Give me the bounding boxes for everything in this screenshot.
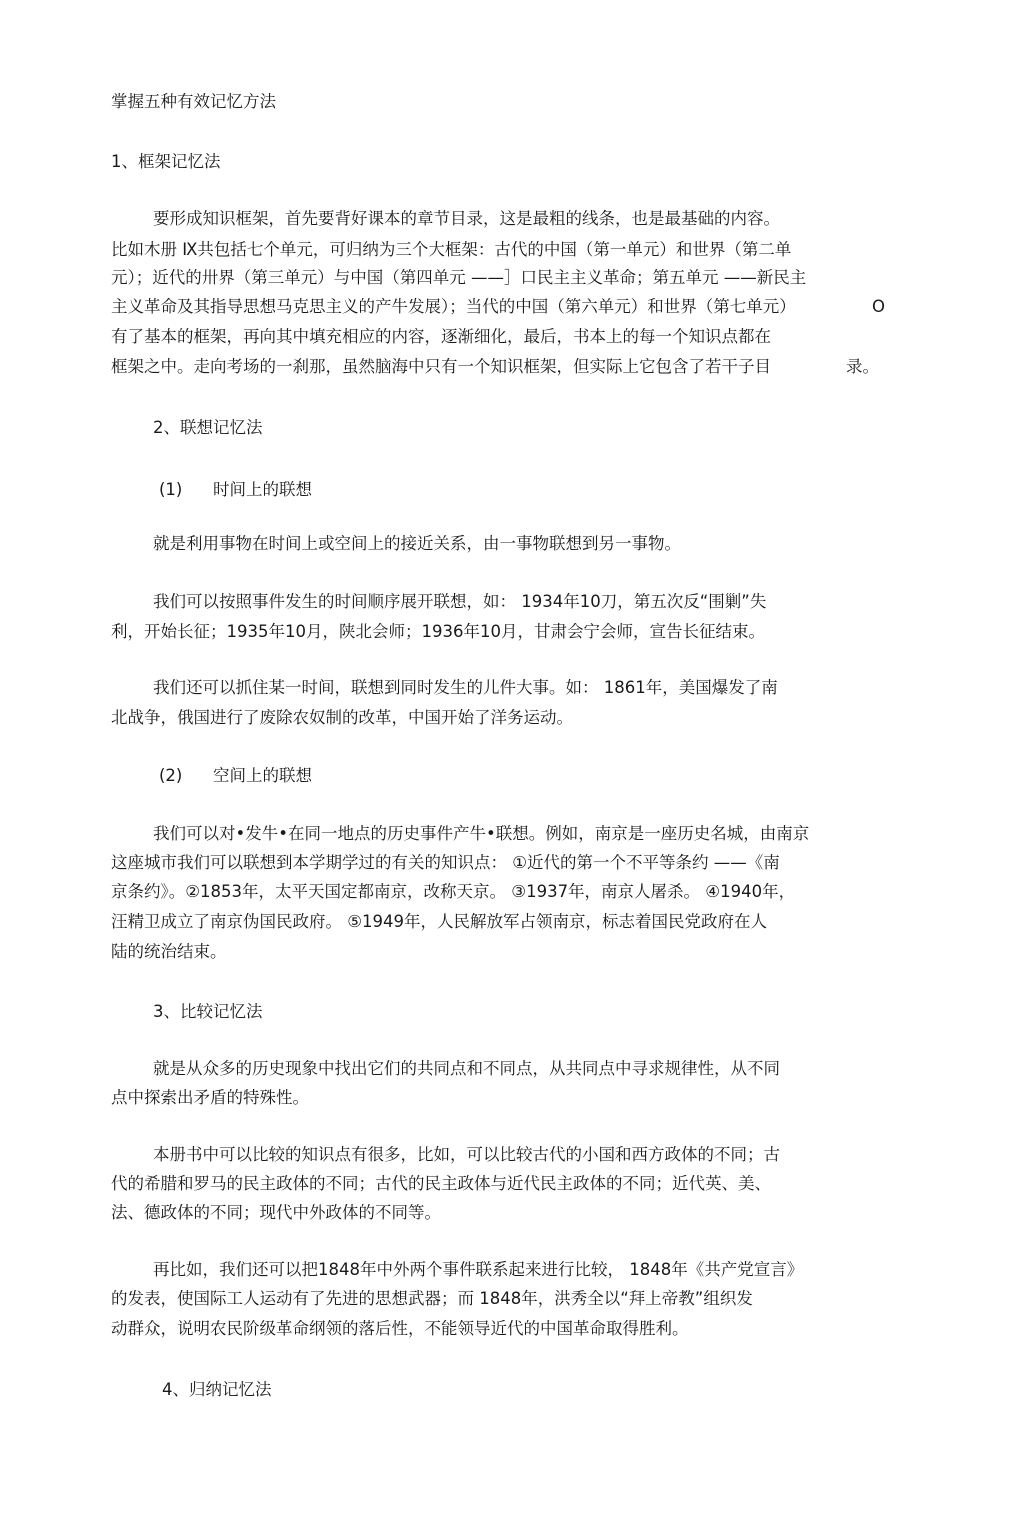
section-1-end-mark: O xyxy=(872,297,885,316)
paragraph-line: 京条约》。②1853年，太平天国定都南京，改称天京。 ③1937年，南京人屠杀。 ④1940年， xyxy=(111,882,796,901)
paragraph-line: 这座城市我们可以联想到本学期学过的有关的知识点： ①近代的第一个不平等条约 ——《南 xyxy=(111,853,780,872)
section-1-line: 元）；近代的卅界（第三单元）与中国（第四单元 ——］口民主主义革命；第五单元 ——新民主 xyxy=(111,268,807,287)
section-3-heading: 3、比较记忆法 xyxy=(153,1002,263,1021)
paragraph-line: 汪精卫成立了南京伪国民政府。 ⑤1949年，人民解放军占领南京，标志着国民党政府在人 xyxy=(111,912,768,931)
paragraph-line: 我们还可以抓住某一时间，联想到同时发生的儿件大事。如： 1861年，美国爆发了南 xyxy=(153,678,778,697)
section-1-line: 比如木册 Ⅸ共包括七个单元，可归纳为三个大框架：古代的中国（第一单元）和世界（第二单 xyxy=(111,240,792,259)
paragraph-line: 就是利用事物在时间上或空间上的接近关系，由一事物联想到另一事物。 xyxy=(153,534,681,553)
section-1-line: 主义革命及其指导思想马克思主义的产牛发展）；当代的中国（第六单元）和世界（第七单元） xyxy=(111,297,796,316)
paragraph-line: 动群众，说明农民阶级革命纲领的落后性，不能领导近代的中国革命取得胜利。 xyxy=(111,1319,689,1338)
section-1-line: 录。 xyxy=(846,357,879,376)
paragraph-line: 就是从众多的历史现象中找出它们的共同点和不同点，从共同点中寻求规律性，从不同 xyxy=(153,1059,780,1078)
section-1-line: 要形成知识框架，首先要背好课本的章节目录，这是最粗的线条，也是最基础的内容。 xyxy=(153,209,780,228)
section-1-heading: 1、框架记忆法 xyxy=(111,152,221,171)
subsection-2-number: (2) xyxy=(159,766,183,785)
paragraph-line: 我们可以对•发牛•在同一地点的历史事件产牛•联想。例如，南京是一座历史名城，由南京 xyxy=(153,824,810,843)
subsection-1-number: (1) xyxy=(159,480,183,499)
paragraph-line: 点中探索出矛盾的特殊性。 xyxy=(111,1088,309,1107)
paragraph-line: 再比如，我们还可以把1848年中外两个事件联系起来进行比较， 1848年《共产党宣言》 xyxy=(153,1260,804,1279)
paragraph-line: 代的希腊和罗马的民主政体的不同；古代的民主政体与近代民主政体的不同；近代英、美、 xyxy=(111,1174,771,1193)
paragraph-line: 本册书中可以比较的知识点有很多，比如，可以比较古代的小国和西方政体的不同；古 xyxy=(153,1145,780,1164)
document-title: 掌握五种有效记忆方法 xyxy=(111,92,276,111)
section-1-line: 有了基本的框架，再向其中填充相应的内容，逐渐细化，最后，书本上的每一个知识点都在 xyxy=(111,327,771,346)
section-1-line: 框架之中。走向考场的一刹那，虽然脑海中只有一个知识框架，但实际上它包含了若干子目 xyxy=(111,357,771,376)
paragraph-line: 的发表，使国际工人运动有了先进的思想武器；而 1848年，洪秀全以“拜上帝教”组织发 xyxy=(111,1289,753,1308)
paragraph-line: 北战争，俄国进行了废除农奴制的改革，中国开始了洋务运动。 xyxy=(111,708,573,727)
section-4-heading: 4、归纳记忆法 xyxy=(162,1380,272,1399)
paragraph-line: 法、德政体的不同；现代中外政体的不同等。 xyxy=(111,1203,441,1222)
paragraph-line: 利，开始长征；1935年10月，陕北会师；1936年10月，甘肃会宁会师，宣告长征结束。 xyxy=(111,622,765,641)
paragraph-line: 陆的统治结束。 xyxy=(111,942,227,961)
subsection-1-label: 时间上的联想 xyxy=(213,480,312,499)
paragraph-line: 我们可以按照事件发生的时间顺序展开联想，如： 1934年10刀，第五次反“围剿”失 xyxy=(153,592,767,611)
subsection-2-label: 空间上的联想 xyxy=(213,766,312,785)
section-2-heading: 2、联想记忆法 xyxy=(153,418,263,437)
